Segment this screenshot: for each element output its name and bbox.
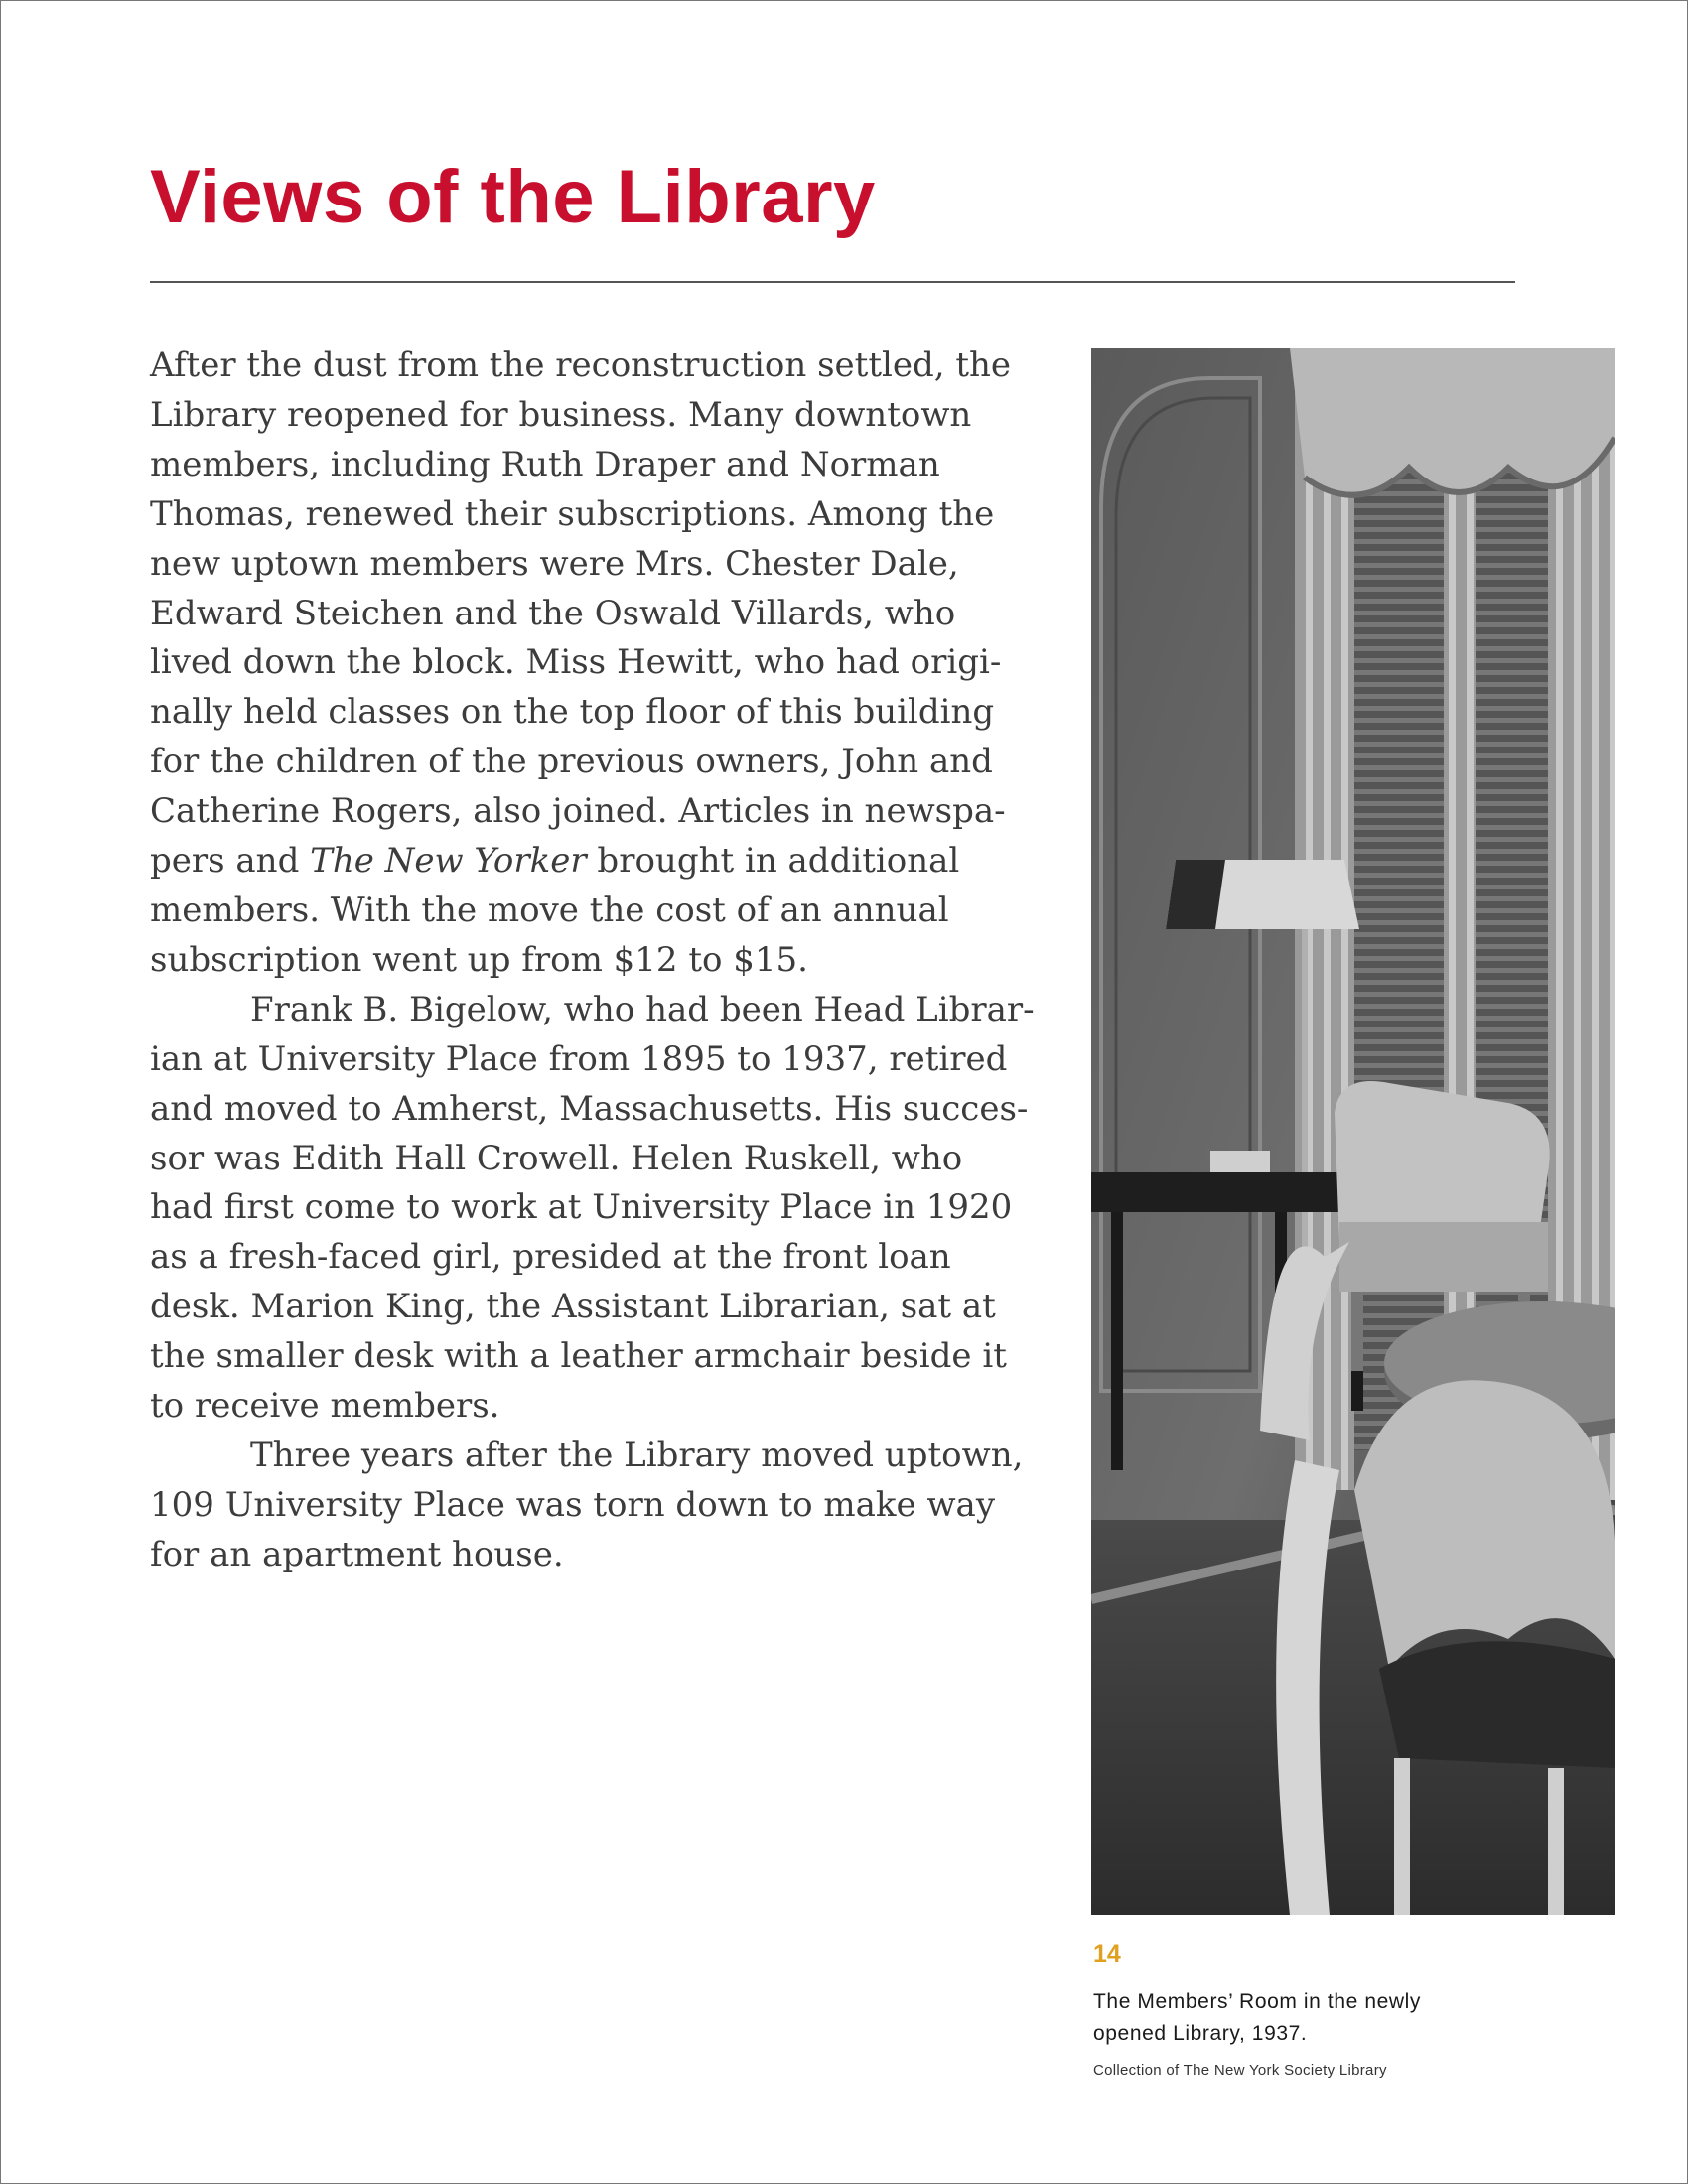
body-line: lived down the block. Miss Hewitt, who had origi- — [150, 642, 1002, 683]
body-line-start: pers and — [150, 841, 311, 882]
body-line: new uptown members were Mrs. Chester Dale, — [150, 543, 959, 584]
body-line: Thomas, renewed their subscriptions. Among the — [150, 493, 995, 534]
page-title: Views of the Library — [150, 155, 876, 239]
body-line: for the children of the previous owners, John and — [150, 742, 993, 782]
body-line: the smaller desk with a leather armchair beside it — [150, 1336, 1007, 1377]
body-line: for an apartment house. — [150, 1534, 564, 1574]
caption-line: The Members’ Room in the newly — [1093, 1990, 1422, 2013]
body-line: Library reopened for business. Many downtown — [150, 394, 972, 435]
body-text — [150, 341, 1035, 1580]
figure-number: 14 — [1093, 1940, 1121, 1968]
body-line: Three years after the Library moved uptown, — [250, 1434, 1024, 1475]
body-line: Edward Steichen and the Oswald Villards, who — [150, 593, 956, 633]
body-line: sor was Edith Hall Crowell. Helen Ruskell, who — [150, 1138, 963, 1178]
body-line: and moved to Amherst, Massachusetts. His succes- — [150, 1088, 1029, 1129]
body-line: nally held classes on the top floor of this building — [150, 692, 995, 733]
body-line: Catherine Rogers, also joined. Articles in newspa- — [150, 791, 1006, 832]
figure-credit: Collection of The New York Society Library — [1093, 2062, 1387, 2079]
figure-caption — [1093, 1986, 1510, 2050]
italic-title: The New Yorker — [310, 841, 587, 882]
members-room-photo — [1091, 348, 1615, 1915]
body-line: subscription went up from $12 to $15. — [150, 939, 808, 980]
body-line: After the dust from the reconstruction settled, the — [150, 345, 1012, 385]
body-line-end: brought in additional — [586, 841, 960, 882]
body-line: had first come to work at University Place in 1920 — [150, 1187, 1013, 1228]
body-line: ian at University Place from 1895 to 1937, retired — [150, 1038, 1008, 1079]
title-divider — [150, 281, 1515, 283]
body-line: as a fresh-faced girl, presided at the front loan — [150, 1237, 951, 1278]
body-line: desk. Marion King, the Assistant Librarian, sat at — [150, 1287, 996, 1327]
body-line: Frank B. Bigelow, who had been Head Librar- — [250, 989, 1035, 1029]
body-line: members. With the move the cost of an annual — [150, 889, 949, 930]
body-line: to receive members. — [150, 1386, 500, 1427]
body-line: members, including Ruth Draper and Norman — [150, 444, 940, 484]
caption-line: opened Library, 1937. — [1093, 2022, 1308, 2045]
body-line: 109 University Place was torn down to make way — [150, 1484, 996, 1525]
body-line — [150, 837, 1014, 887]
